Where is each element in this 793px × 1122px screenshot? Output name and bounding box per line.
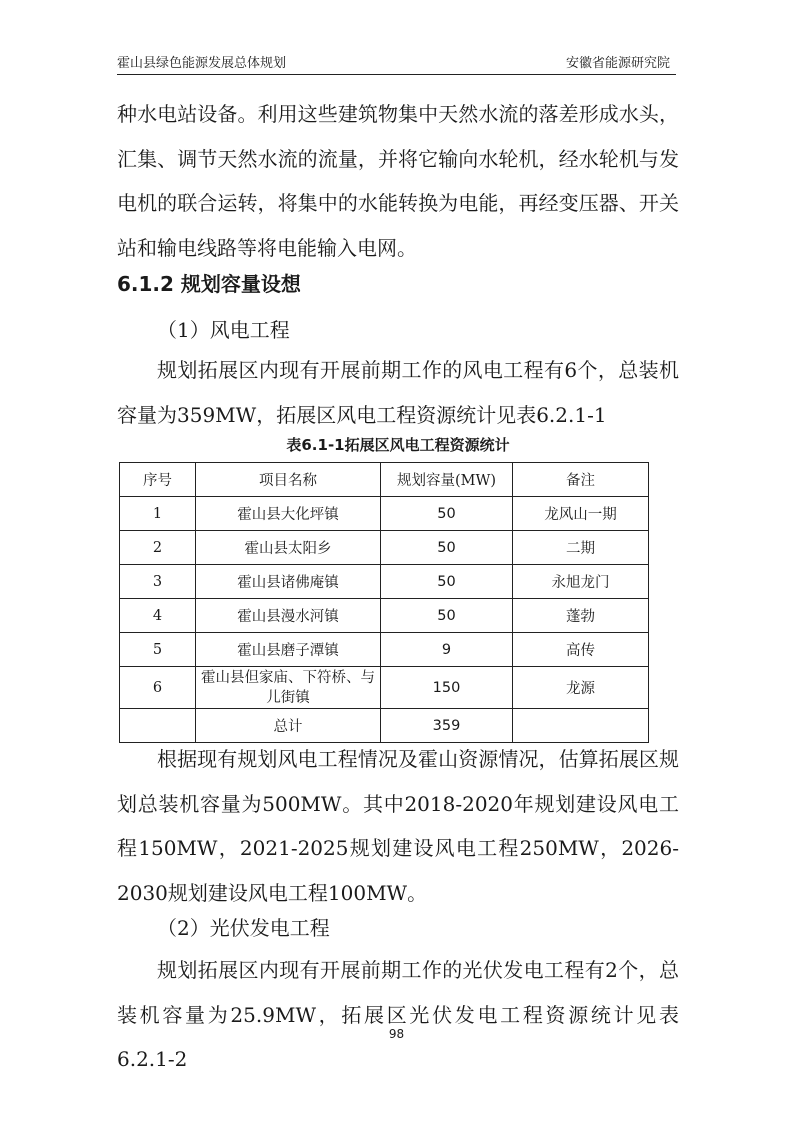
row-note: 蓬勃 xyxy=(513,599,649,633)
row-note: 永旭龙门 xyxy=(513,565,649,599)
table-header-row xyxy=(120,463,649,497)
row-capacity: 150 xyxy=(381,667,513,709)
row-capacity: 50 xyxy=(381,531,513,565)
wind-estimate-paragraph: 根据现有规划风电工程情况及霍山资源情况，估算拓展区规划总装机容量为500MW。其中2018-2020年规划建设风电工程150MW，2021-2025规划建设风电工程250MW，2026-2030规划建设风电工程100MW。 xyxy=(117,747,679,905)
row-no: 3 xyxy=(120,565,196,599)
header-capacity: 规划容量(MW) xyxy=(381,463,513,497)
row-capacity: 9 xyxy=(381,633,513,667)
pv-subheading: （2）光伏发电工程 xyxy=(157,916,330,940)
table-row xyxy=(120,565,649,599)
wind-paragraph: 规划拓展区内现有开展前期工作的风电工程有6个，总装机容量为359MW，拓展区风电工程资源统计见表6.2.1-1 xyxy=(117,358,679,427)
wind-subheading: （1）风电工程 xyxy=(157,318,290,342)
table-row xyxy=(120,497,649,531)
header-note: 备注 xyxy=(513,463,649,497)
row-note: 龙风山一期 xyxy=(513,497,649,531)
table-row xyxy=(120,667,649,709)
row-no: 5 xyxy=(120,633,196,667)
row-name: 霍山县诸佛庵镇 xyxy=(196,565,381,599)
row-capacity: 50 xyxy=(381,497,513,531)
row-note: 高传 xyxy=(513,633,649,667)
pv-paragraph: 规划拓展区内现有开展前期工作的光伏发电工程有2个，总装机容量为25.9MW，拓展区光伏发电工程资源统计见表6.2.1-2 xyxy=(117,958,679,1071)
intro-paragraph: 种水电站设备。利用这些建筑物集中天然水流的落差形成水头，汇集、调节天然水流的流量，并将它输向水轮机，经水轮机与发电机的联合运转，将集中的水能转换为电能，再经变压器、开关站和输电线路等将电能输入电网。 xyxy=(117,102,679,260)
row-name: 霍山县漫水河镇 xyxy=(196,599,381,633)
table-row xyxy=(120,599,649,633)
total-capacity: 359 xyxy=(381,709,513,743)
row-no: 6 xyxy=(120,667,196,709)
total-label: 总计 xyxy=(196,709,381,743)
header-no: 序号 xyxy=(120,463,196,497)
row-note: 二期 xyxy=(513,531,649,565)
row-capacity: 50 xyxy=(381,565,513,599)
table-row xyxy=(120,531,649,565)
row-name: 霍山县磨子潭镇 xyxy=(196,633,381,667)
row-name: 霍山县大化坪镇 xyxy=(196,497,381,531)
page-header xyxy=(117,50,676,75)
row-no: 4 xyxy=(120,599,196,633)
row-name: 霍山县太阳乡 xyxy=(196,531,381,565)
header-document-title: 霍山县绿色能源发展总体规划 xyxy=(117,56,287,71)
row-name: 霍山县但家庙、下符桥、与儿街镇 xyxy=(196,667,381,709)
row-note: 龙源 xyxy=(513,667,649,709)
header-project-name: 项目名称 xyxy=(196,463,381,497)
header-organization: 安徽省能源研究院 xyxy=(565,56,670,71)
section-heading: 6.1.2 规划容量设想 xyxy=(117,272,301,296)
table-caption: 表6.1-1拓展区风电工程资源统计 xyxy=(286,436,510,454)
table-row xyxy=(120,633,649,667)
row-capacity: 50 xyxy=(381,599,513,633)
row-no: 2 xyxy=(120,531,196,565)
row-no: 1 xyxy=(120,497,196,531)
wind-resource-table xyxy=(119,462,649,743)
page-number: 98 xyxy=(388,1027,405,1041)
